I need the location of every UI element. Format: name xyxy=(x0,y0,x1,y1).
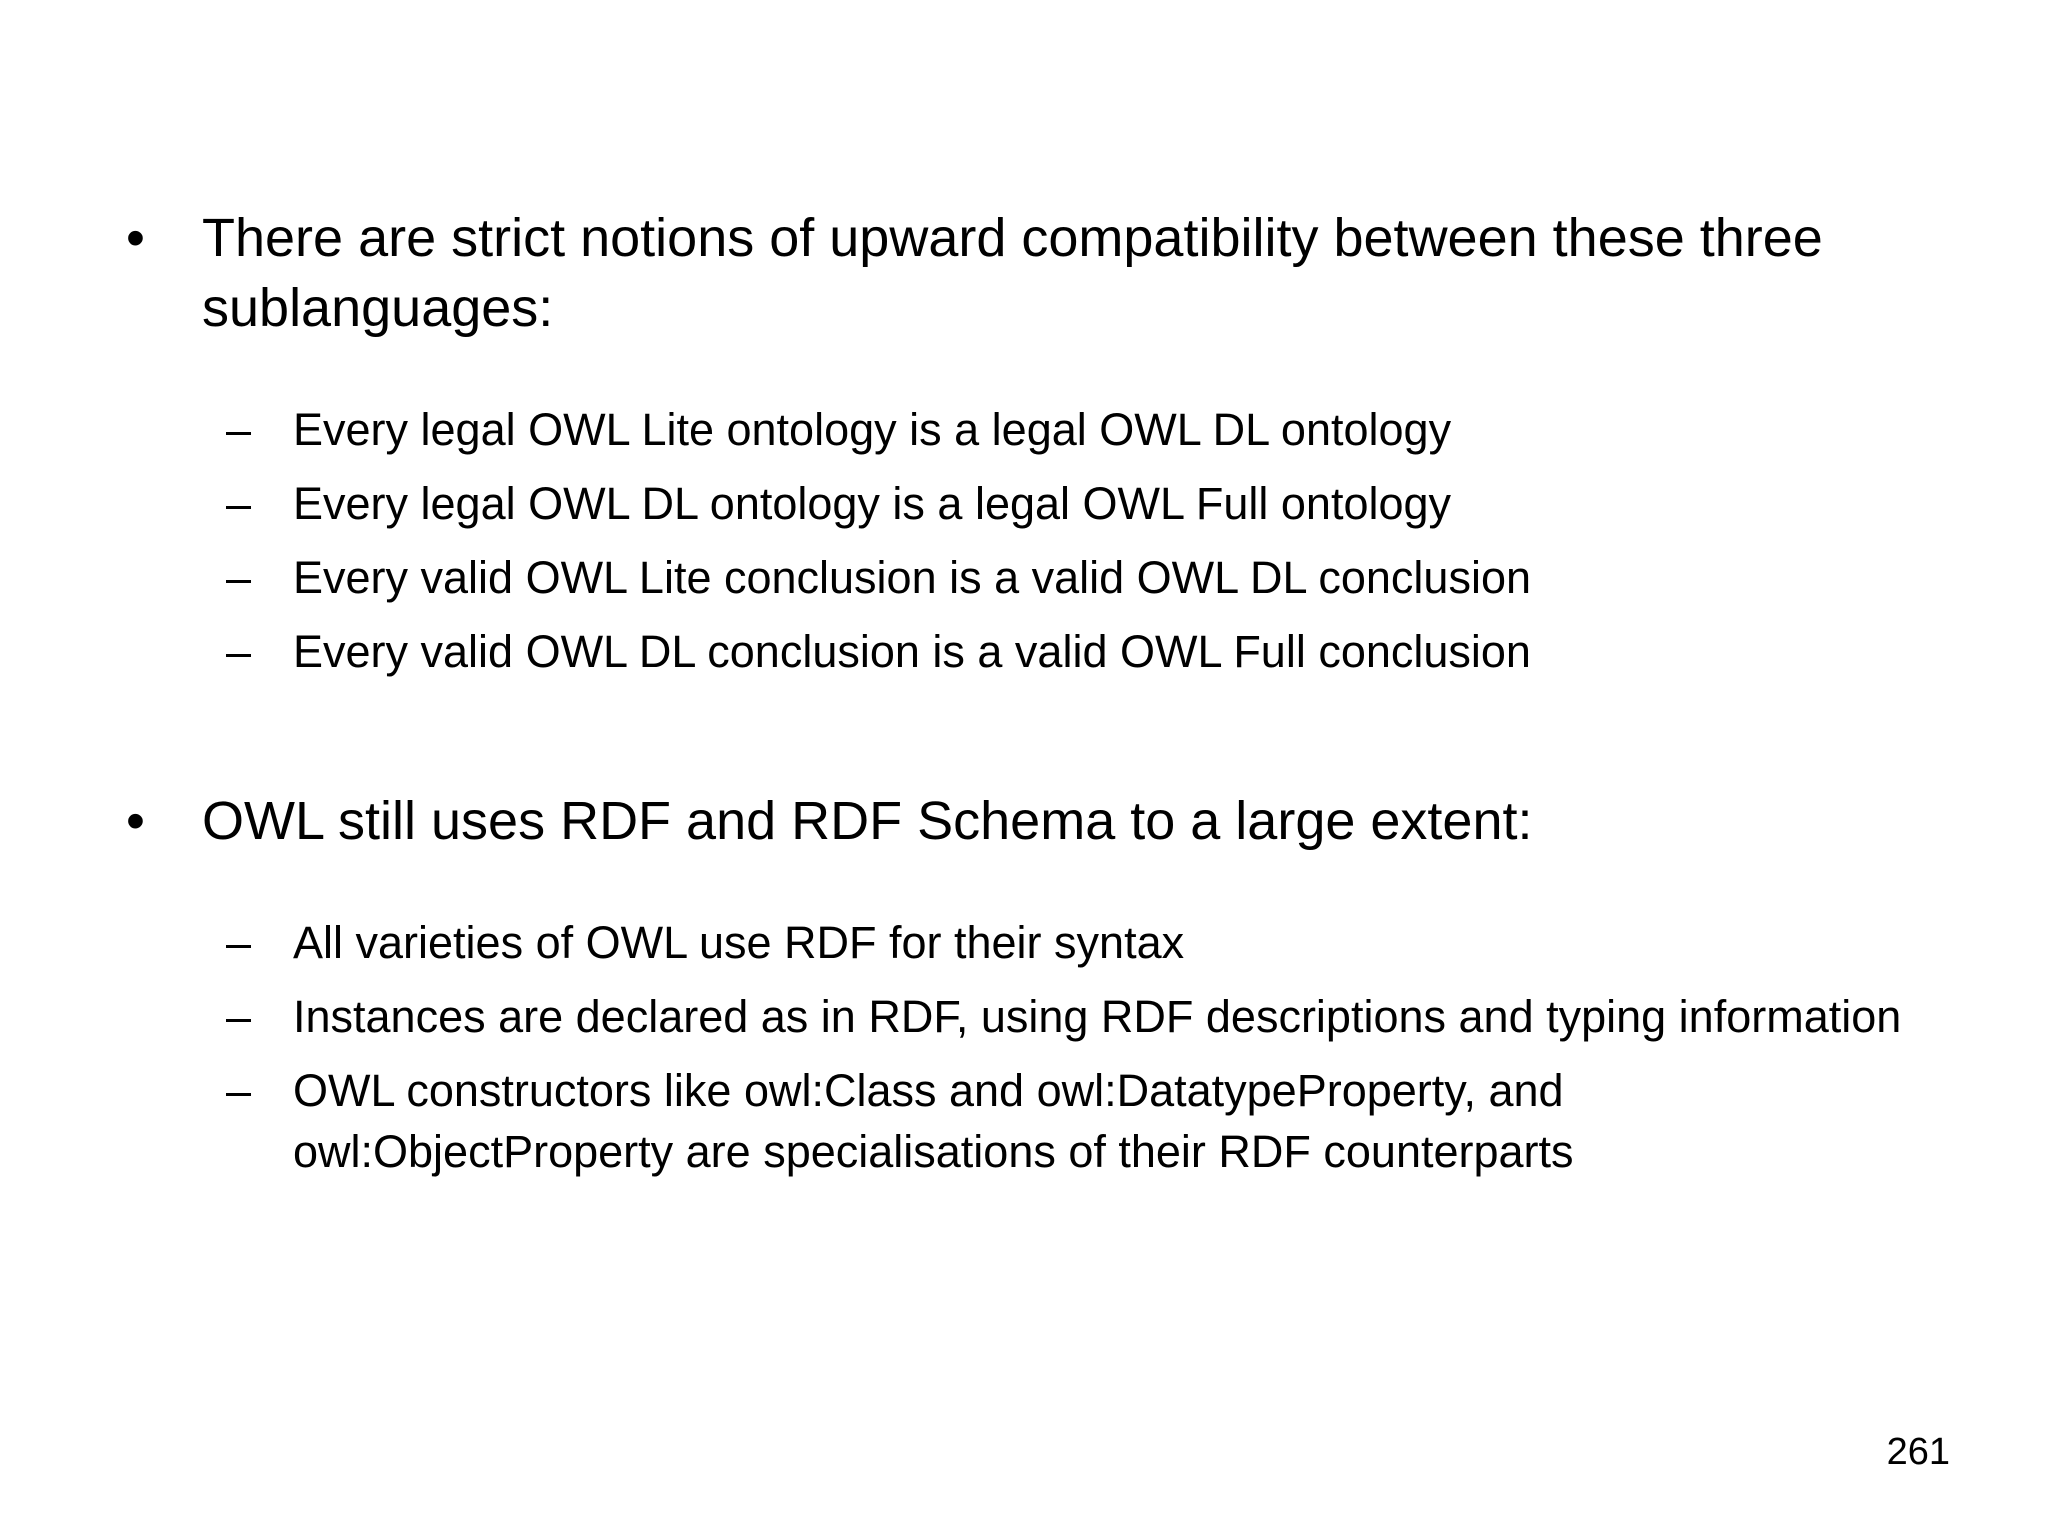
sub-item xyxy=(0,1060,2048,1182)
bullet-marker: • xyxy=(126,208,145,268)
sub-item xyxy=(0,547,2048,608)
sub-bullet-marker: – xyxy=(226,404,252,455)
sub-item-text: Every legal OWL Lite ontology is a legal OWL DL ontology xyxy=(293,404,1452,455)
sub-bullet-marker: – xyxy=(226,1065,252,1116)
sub-item-text: Every valid OWL DL conclusion is a valid OWL Full conclusion xyxy=(293,626,1531,677)
sub-item xyxy=(0,986,2048,1047)
sub-bullet-marker: – xyxy=(226,478,252,529)
sub-item xyxy=(0,473,2048,534)
sub-item-text: All varieties of OWL use RDF for their syntax xyxy=(293,917,1185,968)
bullet-item xyxy=(0,786,2048,856)
bullet-marker: • xyxy=(126,791,145,851)
sub-item-text: Every legal OWL DL ontology is a legal OWL Full ontology xyxy=(293,478,1452,529)
sub-bullet-marker: – xyxy=(226,991,252,1042)
sub-bullet-marker: – xyxy=(226,626,252,677)
bullet-item xyxy=(0,203,2048,343)
sub-item xyxy=(0,912,2048,973)
sub-item-text: Instances are declared as in RDF, using RDF descriptions and typing information xyxy=(293,991,1902,1042)
sub-list xyxy=(0,912,2048,1182)
section-compatibility xyxy=(0,203,2048,695)
sub-bullet-marker: – xyxy=(226,552,252,603)
section-rdf-usage xyxy=(0,786,2048,1195)
sub-list xyxy=(0,399,2048,682)
sub-bullet-marker: – xyxy=(226,917,252,968)
bullet-text: There are strict notions of upward compatibility between these three sublanguages: xyxy=(202,208,1823,338)
sub-item-text: OWL constructors like owl:Class and owl:DatatypeProperty, and owl:ObjectProperty are specialisations of their RDF counterparts xyxy=(293,1065,1574,1177)
sub-item-text: Every valid OWL Lite conclusion is a valid OWL DL conclusion xyxy=(293,552,1532,603)
page-number: 261 xyxy=(1886,1431,1950,1473)
sub-item xyxy=(0,621,2048,682)
bullet-text: OWL still uses RDF and RDF Schema to a large extent: xyxy=(202,791,1533,851)
sub-item xyxy=(0,399,2048,460)
